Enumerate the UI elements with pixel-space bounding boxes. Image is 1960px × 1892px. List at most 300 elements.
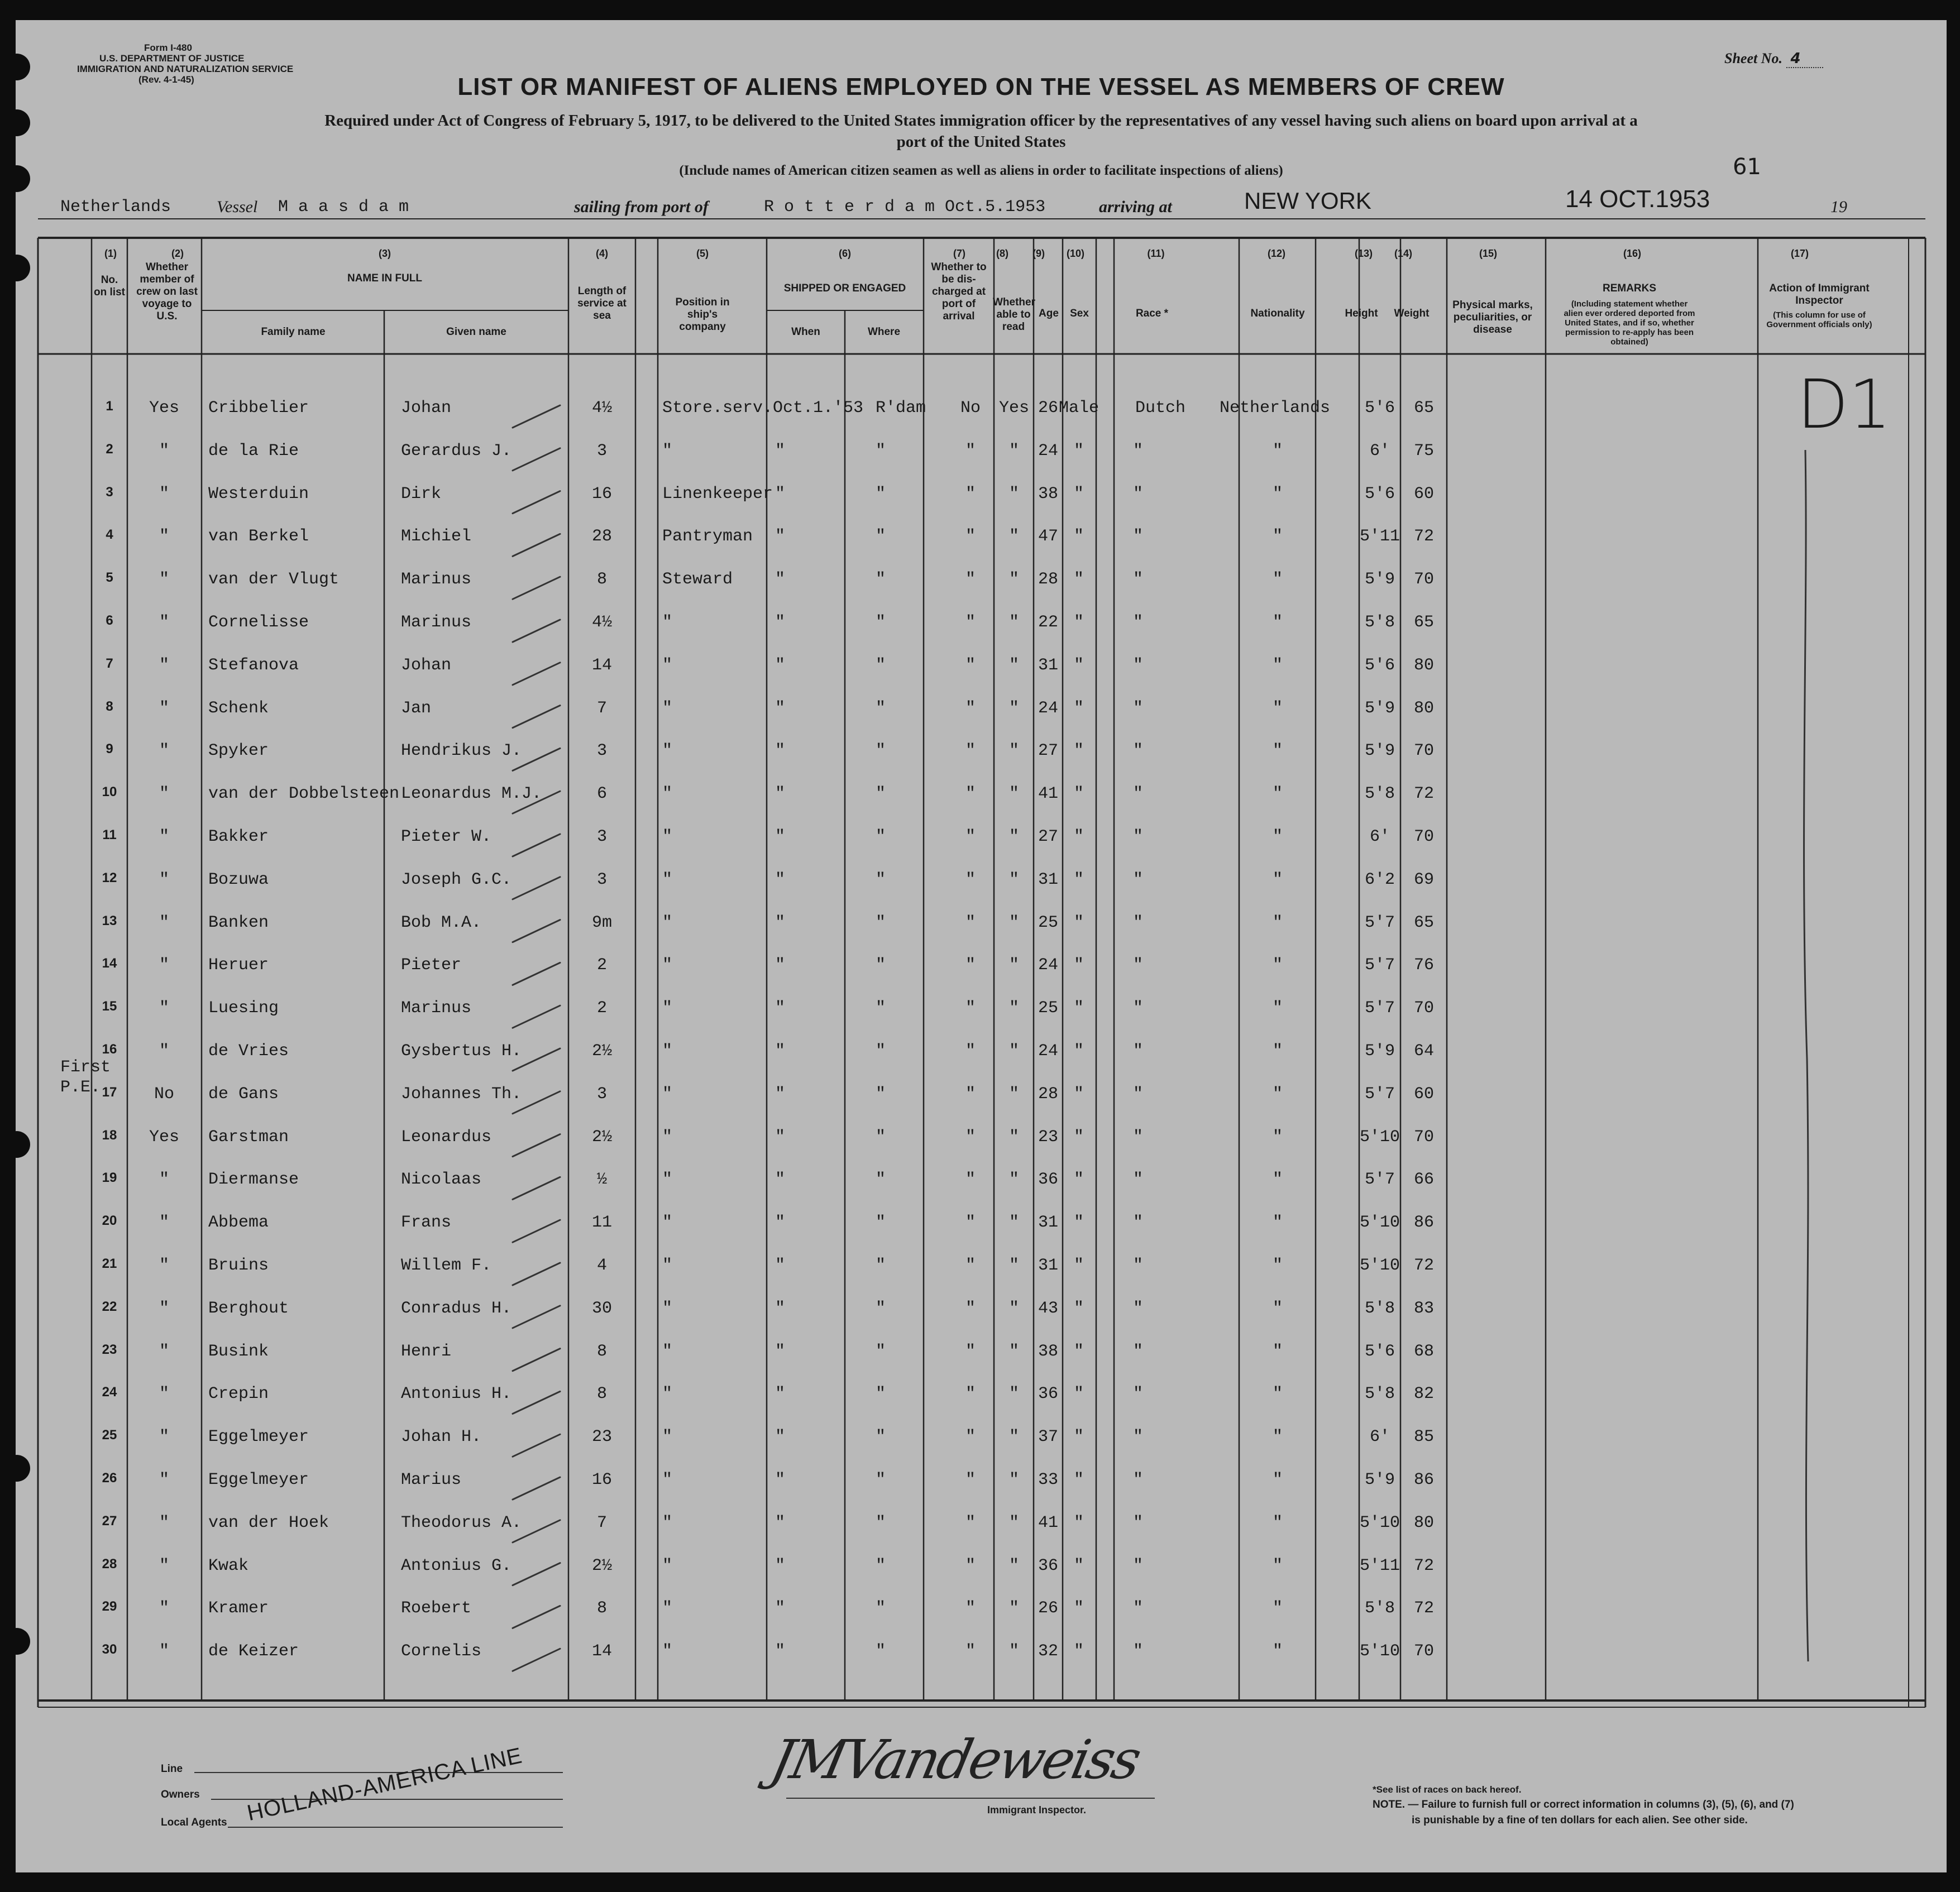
cell-given-name: Henri (401, 1342, 452, 1361)
cell-family-name: Eggelmeyer (208, 1471, 309, 1489)
cell-weight: 65 (1413, 613, 1435, 632)
cell-weight: 80 (1413, 655, 1435, 675)
cell-where: " (876, 999, 886, 1018)
cell-family-name: Crepin (208, 1385, 269, 1404)
cell-when: " (775, 1170, 786, 1190)
cell-position: " (662, 1256, 673, 1275)
cell-read: " (1008, 484, 1020, 504)
cell-read: " (1008, 1213, 1020, 1233)
cell-when: " (775, 441, 786, 461)
cell-given-name: Johan (401, 399, 452, 418)
cell-age: 23 (1038, 1127, 1059, 1147)
cell-weight: 64 (1413, 1042, 1435, 1061)
cell-prev-voyage: " (159, 1471, 170, 1489)
col-num-1: (1) (104, 248, 117, 259)
cell-nationality: " (1272, 999, 1283, 1018)
cell-family-name: Westerduin (208, 484, 309, 504)
cell-weight: 66 (1413, 1170, 1435, 1190)
cell-given-name: Bob M.A. (401, 913, 482, 932)
cell-position: Store.serv. (662, 399, 773, 418)
cell-discharged: " (965, 1471, 976, 1489)
cell-sex: " (1073, 1213, 1084, 1233)
cell-sex: " (1073, 1170, 1084, 1190)
check-tick (513, 1220, 560, 1242)
cell-where: " (876, 1599, 886, 1618)
cell-prev-voyage: " (159, 441, 170, 461)
col-num-6: (6) (839, 248, 851, 259)
hdr-position: Position in ship's company (675, 296, 730, 333)
cell-weight: 80 (1413, 1513, 1435, 1532)
cell-age: 22 (1038, 613, 1059, 632)
cell-discharged: " (965, 784, 976, 804)
row-number: 30 (102, 1642, 117, 1658)
cell-prev-voyage: " (159, 1385, 170, 1404)
cell-family-name: Spyker (208, 741, 269, 761)
cell-nationality: " (1272, 870, 1283, 889)
cell-nationality: " (1272, 1256, 1283, 1275)
cell-where: R'dam (876, 399, 926, 418)
row-number: 21 (102, 1256, 117, 1271)
cell-prev-voyage: " (159, 655, 170, 675)
cell-family-name: Stefanova (208, 655, 299, 675)
cell-when: " (775, 1428, 786, 1447)
cell-given-name: Marinus (401, 570, 472, 590)
cell-where: " (876, 613, 886, 632)
cell-age: 31 (1038, 870, 1059, 889)
hdr-weight: Weight (1394, 308, 1430, 319)
cell-sex: " (1073, 1513, 1084, 1532)
cell-race: " (1132, 1556, 1144, 1575)
cell-weight: 68 (1413, 1342, 1435, 1361)
hdr-read: Whether able to read (993, 296, 1035, 333)
cell-nationality: " (1272, 784, 1283, 804)
cell-sex: " (1073, 956, 1084, 975)
col-num-11: (11) (1147, 248, 1165, 259)
cell-weight: 72 (1413, 1556, 1435, 1575)
cell-height: 5'10 (1359, 1642, 1400, 1661)
cell-given-name: Conradus H. (401, 1299, 512, 1318)
cell-height: 5'9 (1364, 1471, 1395, 1489)
cell-race: " (1132, 1256, 1144, 1275)
cell-prev-voyage: " (159, 956, 170, 975)
cell-nationality: " (1272, 1342, 1283, 1361)
check-tick (513, 448, 560, 471)
hdr-height: Height (1345, 308, 1378, 319)
cell-discharged: " (965, 870, 976, 889)
cell-height: 5'10 (1359, 1127, 1400, 1147)
cell-weight: 69 (1413, 870, 1435, 889)
cell-length-service: 4 (596, 1256, 608, 1275)
cell-given-name: Hendrikus J. (401, 741, 522, 761)
cell-where: " (876, 655, 886, 675)
cell-family-name: Bakker (208, 827, 269, 846)
cell-race: " (1132, 1213, 1144, 1233)
cell-height: 5'7 (1364, 956, 1395, 975)
hdr-shipped: SHIPPED OR ENGAGED (783, 282, 906, 294)
cell-position: " (662, 441, 673, 461)
cell-position: " (662, 827, 673, 846)
row-number: 7 (106, 655, 113, 671)
check-tick (513, 834, 560, 856)
cell-length-service: 14 (591, 1642, 613, 1661)
cell-sex: " (1073, 1256, 1084, 1275)
cell-family-name: Diermanse (208, 1170, 299, 1190)
cell-discharged: " (965, 1084, 976, 1104)
cell-where: " (876, 1042, 886, 1061)
cell-sex: " (1073, 913, 1084, 932)
cell-race: " (1132, 1084, 1144, 1104)
cell-read: " (1008, 1256, 1020, 1275)
cell-length-service: 3 (596, 1084, 608, 1104)
department: U.S. DEPARTMENT OF JUSTICE (99, 53, 245, 64)
cell-nationality: " (1272, 1213, 1283, 1233)
cell-position: " (662, 870, 673, 889)
cell-read: " (1008, 1428, 1020, 1447)
cell-discharged: " (965, 827, 976, 846)
cell-read: " (1008, 1042, 1020, 1061)
cell-where: " (876, 1385, 886, 1404)
check-tick (513, 663, 560, 685)
arriving-label: arriving at (1099, 198, 1172, 216)
row-number: 2 (106, 441, 113, 457)
cell-nationality: " (1272, 913, 1283, 932)
cell-weight: 70 (1413, 1127, 1435, 1147)
cell-length-service: 7 (596, 1513, 608, 1532)
cell-weight: 86 (1413, 1213, 1435, 1233)
check-tick (513, 1177, 560, 1199)
cell-position: " (662, 1170, 673, 1190)
cell-weight: 72 (1413, 1599, 1435, 1618)
row-number: 22 (102, 1299, 117, 1314)
footer-line-label: Line (161, 1763, 183, 1775)
cell-family-name: Bruins (208, 1256, 269, 1275)
hdr-remarks-note: (Including statement whether alien ever ordered deported from United States, and if so, whether permission to re-apply has been obtained) (1564, 299, 1695, 347)
cell-position: " (662, 956, 673, 975)
cell-length-service: 2½ (591, 1556, 613, 1575)
hdr-race: Race * (1135, 308, 1169, 319)
cell-nationality: " (1272, 1642, 1283, 1661)
note-label: NOTE. (1373, 1799, 1406, 1810)
footer-agents-label: Local Agents (161, 1817, 227, 1828)
cell-read: " (1008, 1127, 1020, 1147)
cell-length-service: 3 (596, 827, 608, 846)
cell-family-name: de Vries (208, 1042, 289, 1061)
hdr-sex: Sex (1070, 308, 1089, 319)
row-number: 19 (102, 1170, 117, 1186)
cell-length-service: 2 (596, 999, 608, 1018)
cell-family-name: van der Hoek (208, 1513, 329, 1532)
cell-length-service: 9m (591, 913, 613, 932)
cell-when: " (775, 698, 786, 718)
cell-race: " (1132, 999, 1144, 1018)
cell-where: " (876, 1642, 886, 1661)
cell-discharged: " (965, 655, 976, 675)
hdr-given-name: Given name (446, 326, 506, 338)
cell-where: " (876, 784, 886, 804)
cell-sex: " (1073, 527, 1084, 547)
cell-when: " (775, 956, 786, 975)
cell-length-service: 30 (591, 1299, 613, 1318)
cell-given-name: Antonius H. (401, 1385, 512, 1404)
cell-prev-voyage: Yes (149, 399, 180, 418)
row-number: 4 (106, 527, 113, 543)
cell-when: " (775, 527, 786, 547)
cell-height: 6' (1369, 441, 1390, 461)
cell-where: " (876, 698, 886, 718)
cell-race: " (1132, 613, 1144, 632)
cell-read: " (1008, 1513, 1020, 1532)
cell-nationality: " (1272, 613, 1283, 632)
cell-read: " (1008, 784, 1020, 804)
col-num-12: (12) (1267, 248, 1285, 259)
check-tick (513, 1434, 560, 1457)
cell-age: 25 (1038, 999, 1059, 1018)
cell-given-name: Johan (401, 655, 452, 675)
cell-prev-voyage: " (159, 1042, 170, 1061)
row-number: 10 (102, 784, 117, 800)
cell-read: " (1008, 1471, 1020, 1489)
cell-given-name: Marinus (401, 613, 472, 632)
cell-family-name: Garstman (208, 1127, 289, 1147)
cell-given-name: Theodorus A. (401, 1513, 522, 1532)
cell-nationality: " (1272, 1599, 1283, 1618)
cell-position: " (662, 1428, 673, 1447)
cell-prev-voyage: " (159, 784, 170, 804)
row-number: 14 (102, 956, 117, 971)
cell-family-name: Abbema (208, 1213, 269, 1233)
cell-given-name: Cornelis (401, 1642, 482, 1661)
flag-country: Netherlands (60, 198, 171, 217)
cell-discharged: " (965, 1213, 976, 1233)
cell-family-name: Schenk (208, 698, 269, 718)
cell-prev-voyage: " (159, 870, 170, 889)
cell-position: " (662, 999, 673, 1018)
check-tick (513, 706, 560, 728)
cell-race: " (1132, 1471, 1144, 1489)
cell-sex: " (1073, 613, 1084, 632)
check-tick (513, 577, 560, 599)
cell-when: " (775, 827, 786, 846)
cell-length-service: 8 (596, 1599, 608, 1618)
cell-given-name: Gysbertus H. (401, 1042, 522, 1061)
row-number: 12 (102, 870, 117, 885)
cell-age: 32 (1038, 1642, 1059, 1661)
cell-race: " (1132, 1127, 1144, 1147)
cell-discharged: " (965, 484, 976, 504)
cell-age: 33 (1038, 1471, 1059, 1489)
cell-when: " (775, 1042, 786, 1061)
cell-weight: 65 (1413, 399, 1435, 418)
cell-when: " (775, 1342, 786, 1361)
cell-discharged: " (965, 1642, 976, 1661)
cell-height: 6' (1369, 827, 1390, 846)
cell-length-service: 16 (591, 484, 613, 504)
cell-length-service: 2 (596, 956, 608, 975)
cell-when: " (775, 1385, 786, 1404)
cell-when: " (775, 1513, 786, 1532)
col-num-2: (2) (171, 248, 184, 259)
cell-when: " (775, 1213, 786, 1233)
cell-height: 5'11 (1359, 527, 1400, 547)
sailing-label: sailing from port of (574, 198, 709, 216)
cell-nationality: " (1272, 1471, 1283, 1489)
cell-race: " (1132, 1513, 1144, 1532)
cell-sex: " (1073, 827, 1084, 846)
fine-note-2: is punishable by a fine of ten dollars for each alien. See other side. (1412, 1814, 1748, 1826)
row-number: 9 (106, 741, 113, 757)
cell-read: " (1008, 441, 1020, 461)
cell-weight: 76 (1413, 956, 1435, 975)
arrival-date-stamp: 14 OCT.1953 (1565, 185, 1710, 213)
cell-nationality: " (1272, 570, 1283, 590)
cell-family-name: Cornelisse (208, 613, 309, 632)
cell-length-service: 4½ (591, 399, 613, 418)
cell-discharged: " (965, 999, 976, 1018)
row-number: 6 (106, 613, 113, 628)
check-tick (513, 1649, 560, 1671)
cell-age: 41 (1038, 784, 1059, 804)
cell-age: 31 (1038, 1256, 1059, 1275)
cell-when: " (775, 1256, 786, 1275)
cell-position: " (662, 1385, 673, 1404)
cell-age: 24 (1038, 1042, 1059, 1061)
departure-port: R o t t e r d a m Oct.5.1953 (764, 198, 1046, 217)
cell-family-name: de Keizer (208, 1642, 299, 1661)
cell-position: " (662, 913, 673, 932)
cell-prev-voyage: " (159, 698, 170, 718)
cell-weight: 80 (1413, 698, 1435, 718)
cell-weight: 75 (1413, 441, 1435, 461)
check-tick (513, 405, 560, 428)
cell-when: " (775, 655, 786, 675)
cell-family-name: de la Rie (208, 441, 299, 461)
cell-age: 28 (1038, 1084, 1059, 1104)
year-suffix: 19 (1830, 198, 1847, 216)
cell-given-name: Joseph G.C. (401, 870, 512, 889)
col-num-15: (15) (1479, 248, 1497, 259)
cell-discharged: " (965, 956, 976, 975)
hdr-action-note: (This column for use of Government officials only) (1766, 310, 1872, 329)
cell-height: 5'9 (1364, 570, 1395, 590)
cell-position: " (662, 1299, 673, 1318)
cell-race: " (1132, 1042, 1144, 1061)
cell-weight: 70 (1413, 827, 1435, 846)
cell-weight: 60 (1413, 1084, 1435, 1104)
check-tick (513, 534, 560, 556)
cell-where: " (876, 870, 886, 889)
action-line (1791, 444, 1825, 1673)
inspector-label: Immigrant Inspector. (987, 1804, 1087, 1816)
cell-sex: " (1073, 784, 1084, 804)
cell-family-name: van der Vlugt (208, 570, 340, 590)
cell-when: " (775, 484, 786, 504)
cell-given-name: Jan (401, 698, 432, 718)
cell-prev-voyage: " (159, 1256, 170, 1275)
cell-height: 5'9 (1364, 698, 1395, 718)
row-number: 3 (106, 484, 113, 500)
cell-where: " (876, 1256, 886, 1275)
cell-age: 36 (1038, 1556, 1059, 1575)
cell-weight: 83 (1413, 1299, 1435, 1318)
cell-where: " (876, 1170, 886, 1190)
cell-family-name: Cribbelier (208, 399, 309, 418)
col-num-17: (17) (1790, 248, 1809, 259)
first-pe-note: First P.E. (60, 1058, 111, 1097)
cell-where: " (876, 956, 886, 975)
cell-height: 5'7 (1364, 999, 1395, 1018)
cell-read: " (1008, 527, 1020, 547)
cell-nationality: " (1272, 1170, 1283, 1190)
cell-discharged: " (965, 1170, 976, 1190)
cell-read: " (1008, 1642, 1020, 1661)
cell-given-name: Pieter (401, 956, 462, 975)
cell-given-name: Marius (401, 1471, 462, 1489)
cell-height: 6'2 (1364, 870, 1395, 889)
cell-when: " (775, 1299, 786, 1318)
stamp-number: 61 (1733, 154, 1761, 180)
cell-weight: 72 (1413, 784, 1435, 804)
cell-prev-voyage: " (159, 1342, 170, 1361)
check-tick (513, 962, 560, 985)
col-num-3: (3) (379, 248, 391, 259)
cell-race: " (1132, 1428, 1144, 1447)
cell-discharged: " (965, 913, 976, 932)
cell-weight: 70 (1413, 741, 1435, 761)
hdr-name-in-full: NAME IN FULL (347, 272, 423, 284)
cell-length-service: ½ (596, 1170, 608, 1190)
cell-height: 5'6 (1364, 1342, 1395, 1361)
cell-position: " (662, 1042, 673, 1061)
cell-length-service: 23 (591, 1428, 613, 1447)
cell-race: " (1132, 784, 1144, 804)
cell-family-name: Heruer (208, 956, 269, 975)
form-number: Form I-480 (144, 42, 192, 53)
cell-position: Linenkeeper (662, 484, 773, 504)
arrival-port: NEW YORK (1244, 188, 1371, 214)
cell-prev-voyage: " (159, 913, 170, 932)
cell-position: Pantryman (662, 527, 753, 547)
subtitle-line-2: port of the United States (896, 133, 1066, 151)
cell-sex: " (1073, 1299, 1084, 1318)
cell-age: 28 (1038, 570, 1059, 590)
cell-race: " (1132, 1170, 1144, 1190)
cell-position: " (662, 655, 673, 675)
cell-nationality: " (1272, 1513, 1283, 1532)
vessel-label: Vessel (217, 198, 258, 216)
cell-when: " (775, 1084, 786, 1104)
cell-weight: 70 (1413, 1642, 1435, 1661)
cell-height: 5'8 (1364, 613, 1395, 632)
cell-where: " (876, 1471, 886, 1489)
cell-position: " (662, 1084, 673, 1104)
cell-where: " (876, 527, 886, 547)
cell-height: 5'7 (1364, 913, 1395, 932)
cell-given-name: Johannes Th. (401, 1084, 522, 1104)
hdr-discharged: Whether to be dis-charged at port of arrival (931, 261, 987, 322)
check-tick (513, 1005, 560, 1028)
cell-read: " (1008, 1599, 1020, 1618)
cell-prev-voyage: " (159, 1556, 170, 1575)
cell-position: " (662, 1513, 673, 1532)
cell-prev-voyage: " (159, 741, 170, 761)
row-number: 27 (102, 1513, 117, 1529)
cell-prev-voyage: " (159, 1170, 170, 1190)
cell-sex: " (1073, 441, 1084, 461)
hdr-action: Action of Immigrant Inspector (1769, 282, 1870, 306)
cell-given-name: Nicolaas (401, 1170, 482, 1190)
cell-age: 27 (1038, 827, 1059, 846)
cell-given-name: Leonardus M.J. (401, 784, 542, 804)
